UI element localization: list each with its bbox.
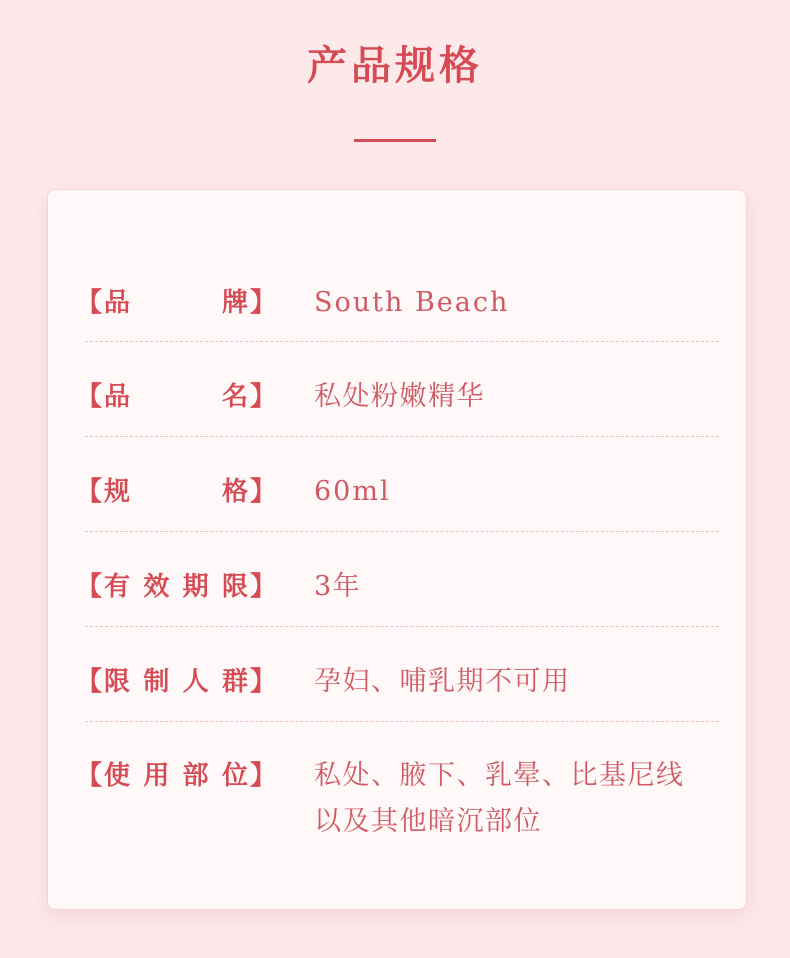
spec-value-restrictions: 孕妇、哺乳期不可用 <box>314 666 571 697</box>
bracket-open: 【 <box>76 288 103 318</box>
bracket-open: 【 <box>76 477 103 507</box>
title-underline <box>354 139 436 142</box>
bracket-open: 【 <box>76 382 103 412</box>
spec-label-restrictions <box>76 664 276 700</box>
bracket-close: 】 <box>249 477 276 507</box>
label-char: 部 <box>182 761 209 791</box>
bracket-close: 】 <box>249 667 276 697</box>
spec-value-shelf-life: 3年 <box>314 571 362 602</box>
label-char: 用 <box>143 761 170 791</box>
label-char: 品 <box>104 382 131 412</box>
label-char: 使 <box>104 761 131 791</box>
row-divider <box>85 341 719 342</box>
label-char: 牌 <box>221 288 248 318</box>
page-title: 产品规格 <box>307 42 483 89</box>
spec-label-brand <box>76 285 276 321</box>
label-char: 位 <box>221 761 248 791</box>
label-char: 群 <box>221 667 248 697</box>
value-line: 私处、腋下、乳晕、比基尼线 <box>314 760 685 791</box>
row-divider <box>85 721 719 722</box>
spec-value-brand: South Beach <box>314 287 510 318</box>
row-divider <box>85 626 719 627</box>
label-char: 效 <box>143 572 170 602</box>
spec-value-usage-areas <box>314 753 724 845</box>
spec-label-usage-areas <box>76 758 276 794</box>
bracket-close: 】 <box>249 761 276 791</box>
spec-value-name: 私处粉嫩精华 <box>314 381 485 412</box>
label-char: 人 <box>182 667 209 697</box>
label-char: 规 <box>104 477 131 507</box>
bracket-open: 【 <box>76 761 103 791</box>
spec-label-size <box>76 474 276 510</box>
value-line: 以及其他暗沉部位 <box>314 806 542 837</box>
label-char: 期 <box>182 572 209 602</box>
row-divider <box>85 531 719 532</box>
bracket-open: 【 <box>76 667 103 697</box>
label-char: 限 <box>221 572 248 602</box>
label-char: 有 <box>104 572 131 602</box>
spec-value-size: 60ml <box>314 476 391 507</box>
label-char: 限 <box>104 667 131 697</box>
spec-label-shelf-life <box>76 569 276 605</box>
label-char: 格 <box>221 477 248 507</box>
spec-card <box>47 189 747 910</box>
label-char: 品 <box>104 288 131 318</box>
label-char: 制 <box>143 667 170 697</box>
bracket-close: 】 <box>249 382 276 412</box>
bracket-close: 】 <box>249 288 276 318</box>
row-divider <box>85 436 719 437</box>
label-char: 名 <box>221 382 248 412</box>
bracket-open: 【 <box>76 572 103 602</box>
spec-label-name <box>76 379 276 415</box>
bracket-close: 】 <box>249 572 276 602</box>
